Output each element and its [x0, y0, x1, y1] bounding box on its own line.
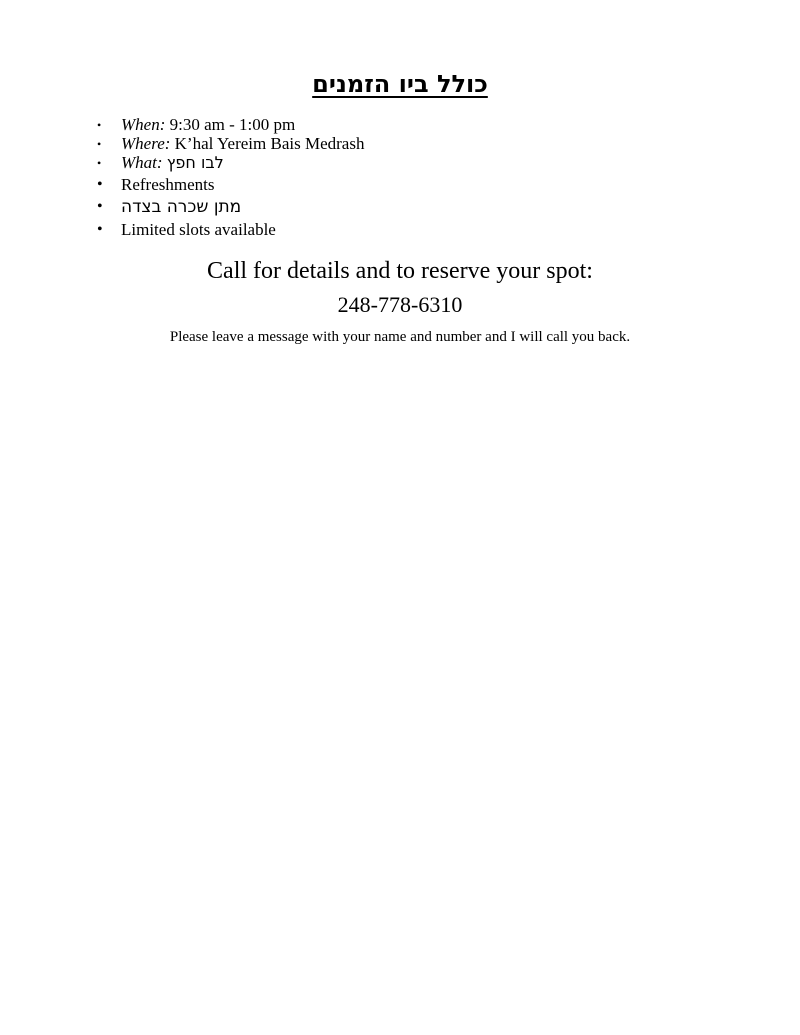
- bullet-icon: •: [97, 221, 103, 238]
- phone-number: 248-778-6310: [337, 292, 463, 317]
- what-value: לבו חפץ: [166, 153, 224, 172]
- bullet-icon: •: [97, 137, 102, 151]
- bullet-icon: •: [97, 198, 103, 215]
- message-note: Please leave a message with your name and number and I will call you back.: [169, 329, 631, 345]
- bullet-icon: •: [97, 118, 102, 132]
- when-label: When:: [121, 115, 166, 134]
- when-value: 9:30 am - 1:00 pm: [169, 115, 296, 134]
- refreshments-text: Refreshments: [121, 175, 215, 194]
- where-label: Where:: [121, 134, 171, 153]
- call-heading: Call for details and to reserve your spot:: [207, 258, 593, 284]
- reward-text: מתן שכרה בצדה: [121, 197, 242, 217]
- bullet-icon: •: [97, 156, 102, 170]
- page-title: כולל ביו הזמנים: [312, 70, 488, 98]
- limited-slots-text: Limited slots available: [121, 220, 276, 239]
- where-value: K’hal Yereim Bais Medrash: [174, 134, 365, 153]
- bullet-icon: •: [97, 176, 103, 193]
- what-label: What:: [121, 153, 163, 172]
